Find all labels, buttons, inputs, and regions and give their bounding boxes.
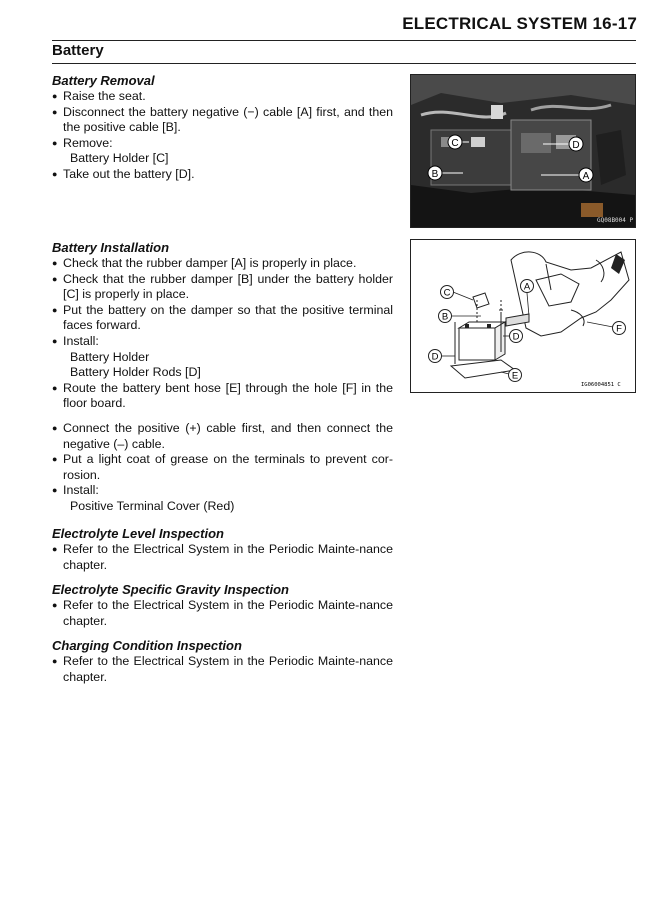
diagram-figure-code: IG06004851 C [581,382,621,388]
battery-diagram-figure [410,239,636,393]
removal-step: ● Remove: [52,136,393,152]
photo-figure-code: GQ08B004 P [597,217,634,224]
diagram-label-d-left: D [431,351,439,363]
installation-step: ● Check that the rubber damper [B] under the battery holder [C] is properly in place. [52,272,393,303]
photo-label-a: A [582,171,590,182]
battery-exploded-diagram [411,240,635,392]
removal-heading: Battery Removal [52,73,155,88]
installation-item: Positive Terminal Cover (Red) [70,498,235,513]
removal-step: ● Disconnect the battery negative (−) cable [A] first, and then the positive cable [B]. [52,105,393,136]
diagram-label-d-right: D [512,331,520,343]
installation-step: ● Install: [52,334,393,350]
electrolyte-level-step: ● Refer to the Electrical System in the Periodic Mainte-nance chapter. [52,542,393,573]
specific-gravity-step: ● Refer to the Electrical System in the Periodic Mainte-nance chapter. [52,598,393,629]
diagram-label-b: B [441,311,449,323]
section-title: Battery [52,42,104,59]
charging-step: ● Refer to the Electrical System in the Periodic Mainte-nance chapter. [52,654,393,685]
electrolyte-level-heading: Electrolyte Level Inspection [52,526,224,541]
photo-label-c: C [451,138,459,149]
battery-photo-figure [410,74,636,228]
photo-label-b: B [431,169,439,180]
installation-item: Battery Holder Rods [D] [70,365,201,380]
removal-block [52,73,393,183]
installation-step: ● Put the battery on the damper so that the positive terminal faces forward. [52,303,393,334]
header-divider [52,40,636,41]
installation-step: ● Route the battery bent hose [E] through the hole [F] in the floor board. [52,381,393,412]
page-header-title: ELECTRICAL SYSTEM 16-17 [402,14,637,33]
installation-step: ● Check that the rubber damper [A] is properly in place. [52,256,393,272]
removal-step: ● Take out the battery [D]. [52,167,393,183]
charging-heading: Charging Condition Inspection [52,638,242,654]
removal-step: ● Raise the seat. [52,89,393,105]
battery-photo-illustration [411,75,635,227]
installation-item: Battery Holder [70,349,150,364]
installation-step: ● Connect the positive (+) cable first, and then connect the negative (–) cable. [52,421,393,452]
diagram-label-c: C [443,287,451,299]
photo-label-d: D [572,140,580,151]
installation-step: ● Put a light coat of grease on the terminals to prevent cor-rosion. [52,452,393,483]
inspection-block [52,526,393,686]
installation-block [52,240,393,515]
specific-gravity-heading: Electrolyte Specific Gravity Inspection [52,582,289,598]
diagram-label-f: F [616,323,622,335]
section-divider [52,63,636,64]
diagram-label-e: E [511,370,519,382]
diagram-label-a: A [523,281,531,293]
removal-item: Battery Holder [C] [70,151,169,166]
installation-step: ● Install: [52,483,393,499]
installation-heading: Battery Installation [52,240,170,255]
